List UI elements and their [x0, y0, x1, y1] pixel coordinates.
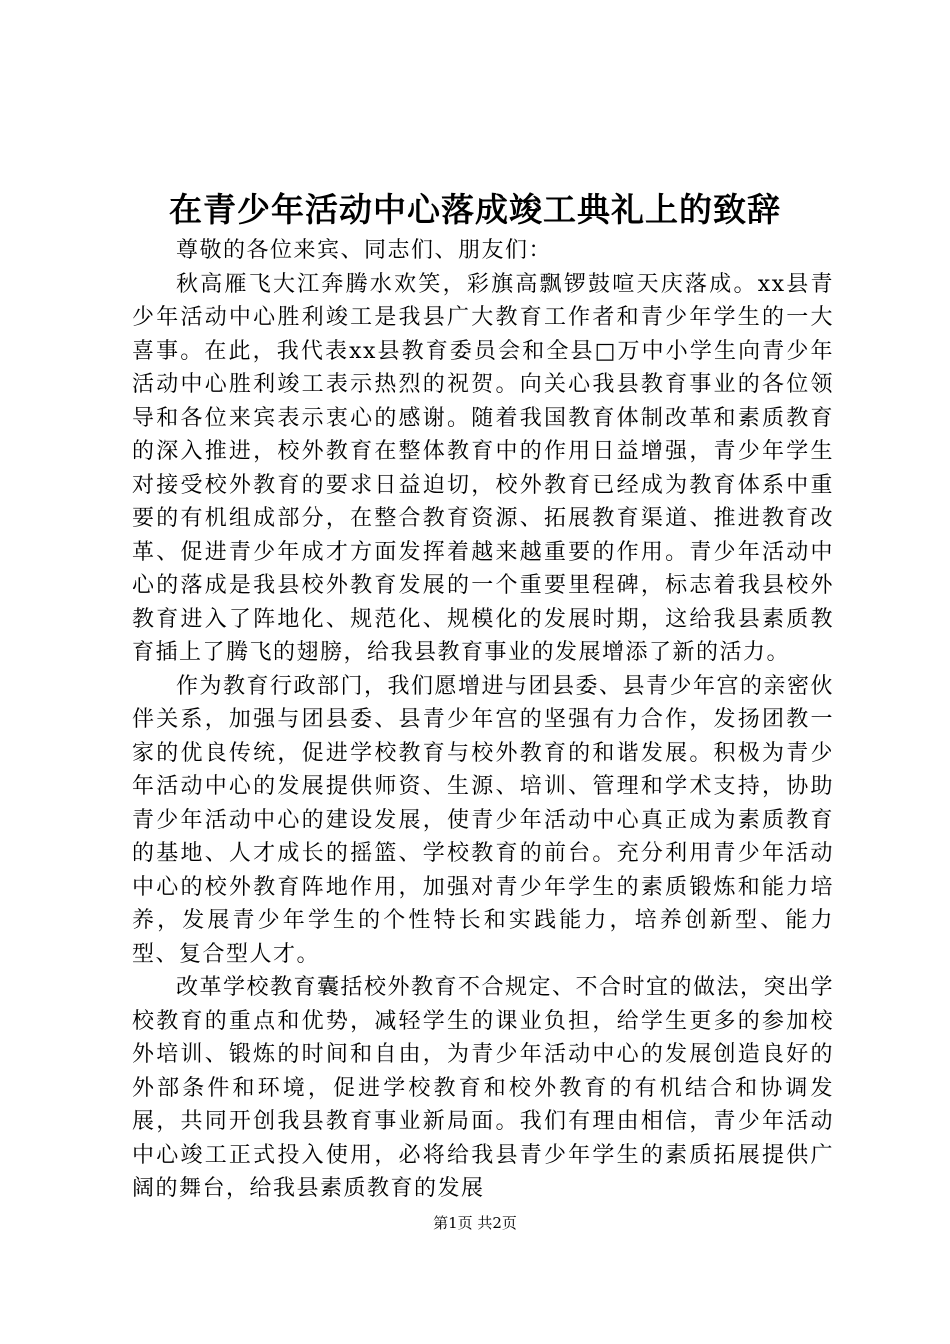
page-footer: 第1页 共2页 — [433, 1214, 517, 1232]
paragraph-3: 改革学校教育囊括校外教育不合规定、不合时宜的做法，突出学校教育的重点和优势，减轻学生的课业负担，给学生更多的参加校外培训、锻炼的时间和自由，为青少年活动中心的发展创造良好的外部条件和环境，促进学校教育和校外教育的有机结合和协调发展，共同开创我县教育事业新局面。我们有理由相信，青少年活动中心竣工正式投入使用，必将给我县青少年学生的素质拓展提供广阔的舞台，给我县素质教育的发展 — [132, 975, 835, 1201]
salutation: 尊敬的各位来宾、同志们、朋友们： — [176, 238, 553, 263]
paragraph-1: 秋高雁飞大江奔腾水欢笑，彩旗高飘锣鼓喧天庆落成。xx县青少年活动中心胜利竣工是我县广大教育工作者和青少年学生的一大喜事。在此，我代表xx县教育委员会和全县□万中小学生向青少年活动中心胜利竣工表示热烈的祝贺。向关心我县教育事业的各位领导和各位来宾表示衷心的感谢。随着我国教育体制改革和素质教育的深入推进，校外教育在整体教育中的作用日益增强，青少年学生对接受校外教育的要求日益迫切，校外教育已经成为教育体系中重要的有机组成部分，在整合教育资源、拓展教育渠道、推进教育改革、促进青少年成才方面发挥着越来越重要的作用。青少年活动中心的落成是我县校外教育发展的一个重要里程碑，标志着我县校外教育进入了阵地化、规范化、规模化的发展时期，这给我县素质教育插上了腾飞的翅膀，给我县教育事业的发展增添了新的活力。 — [132, 271, 834, 665]
paragraph-2: 作为教育行政部门，我们愿增进与团县委、县青少年宫的亲密伙伴关系，加强与团县委、县青少年宫的坚强有力合作，发扬团教一家的优良传统，促进学校教育与校外教育的和谐发展。积极为青少年活动中心的发展提供师资、生源、培训、管理和学术支持，协助青少年活动中心的建设发展，使青少年活动中心真正成为素质教育的基地、人才成长的摇篮、学校教育的前台。充分利用青少年活动中心的校外教育阵地作用，加强对青少年学生的素质锻炼和能力培养，发展青少年学生的个性特长和实践能力，培养创新型、能力型、复合型人才。 — [132, 673, 835, 967]
document-title: 在青少年活动中心落成竣工典礼上的致辞 — [169, 190, 781, 229]
document-body — [132, 234, 834, 1206]
